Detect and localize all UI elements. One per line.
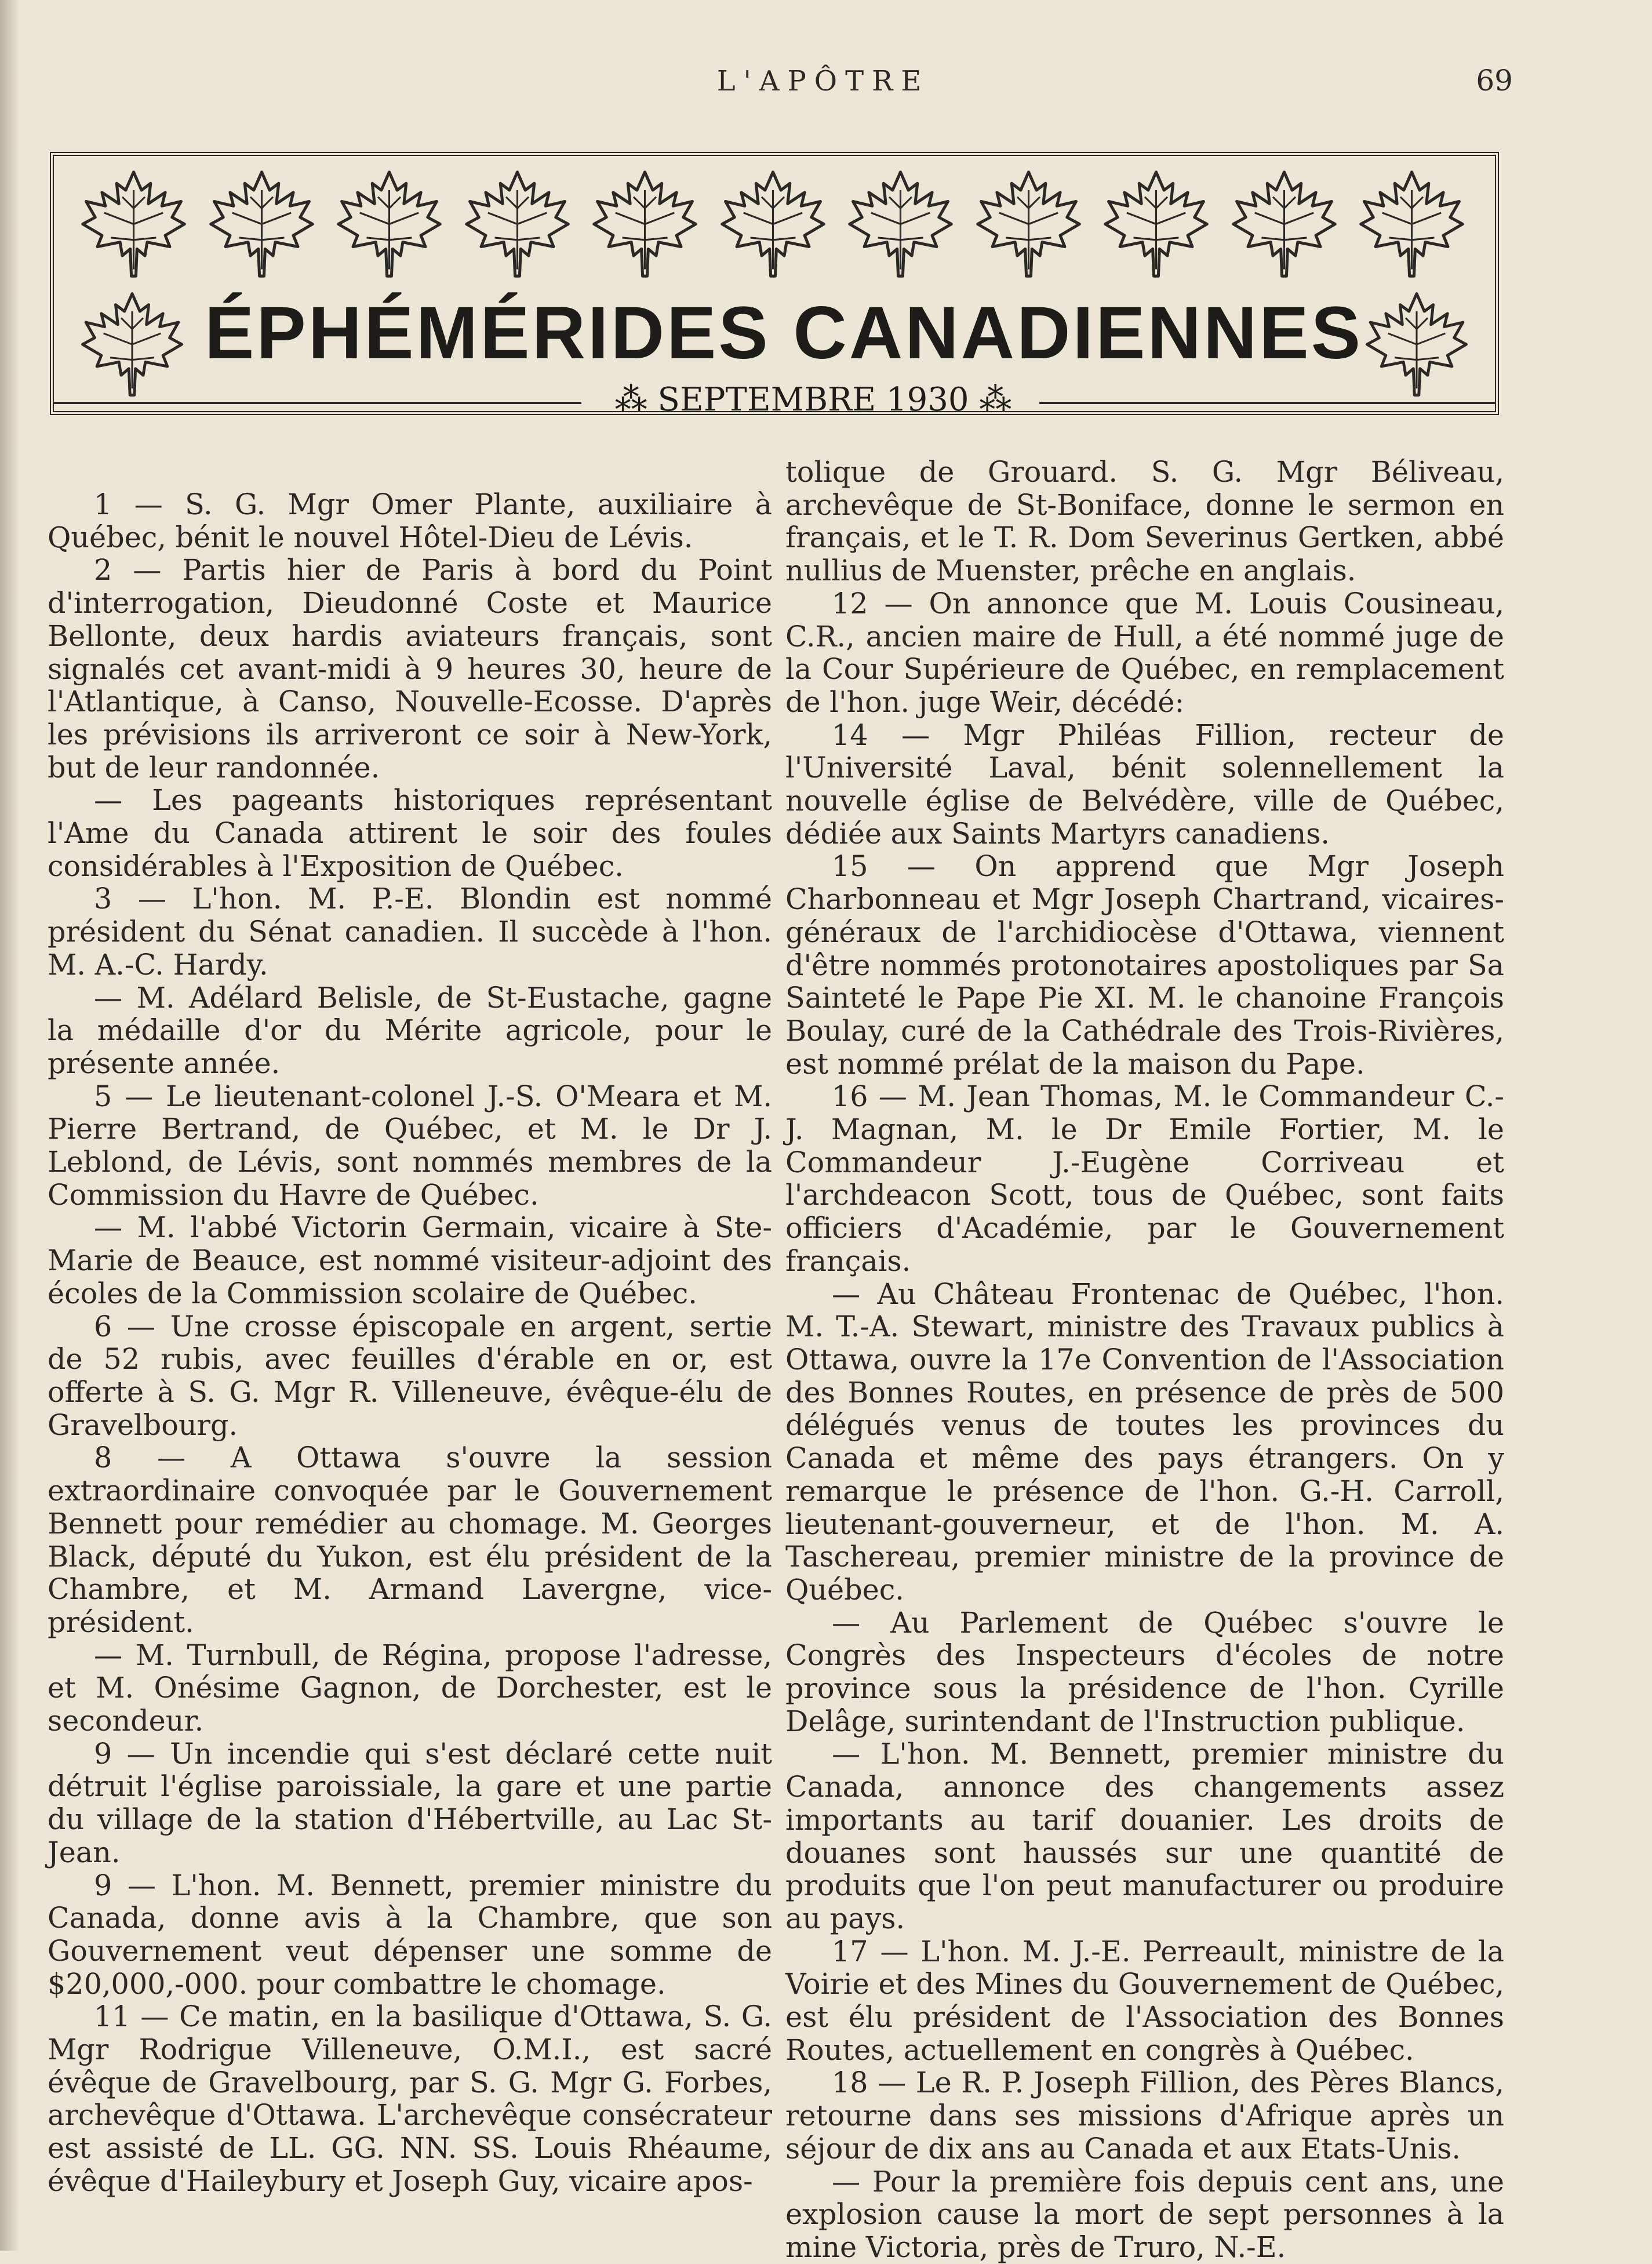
maple-leaf-border bbox=[77, 168, 1468, 284]
entry-paragraph: 12 — On annonce que M. Louis Cousineau, C.R., ancien maire de Hull, a été nommé juge de la Cour Supérieure de Québec, en remplacement de l'hon. juge Weir, décédé: bbox=[785, 586, 1504, 719]
entry-paragraph: — M. Turnbull, de Régina, propose l'adresse, et M. Onésime Gagnon, de Dorchester, est le secondeur. bbox=[48, 1638, 772, 1738]
banner-subtitle-row bbox=[54, 381, 1495, 419]
left-column bbox=[48, 456, 772, 2198]
entry-paragraph: 1 — S. G. Mgr Omer Plante, auxiliaire à Québec, bénit le nouvel Hôtel-Dieu de Lévis. bbox=[48, 488, 772, 554]
ornamental-rule bbox=[1039, 402, 1495, 404]
entry-paragraph: 17 — L'hon. M. J.-E. Perreault, ministre de la Voirie et des Mines du Gouvernement de Québec, est élu président de l'Association des Bonnes Routes, actuellement en congrès à Québec. bbox=[785, 1934, 1504, 2067]
entry-paragraph: tolique de Grouard. S. G. Mgr Béliveau, archevêque de St-Boniface, donne le sermon en français, et le T. R. Dom Severinus Gertken, abbé nullius de Muenster, prêche en anglais. bbox=[785, 455, 1504, 588]
entry-paragraph: 9 — L'hon. M. Bennett, premier ministre du Canada, donne avis à la Chambre, que son Gouvernement veut dépenser une somme de $20,000,-000. pour combattre le chomage. bbox=[48, 1868, 772, 2001]
entry-paragraph: 8 — A Ottawa s'ouvre la session extraordinaire convoquée par le Gouvernement Bennett pour remédier au chomage. M. Georges Black, député du Yukon, est élu président de la Chambre, et M. Armand Lavergne, vice-président. bbox=[48, 1441, 772, 1639]
month-year: SEPTEMBRE 1930 bbox=[657, 381, 969, 419]
maple-leaf-icon bbox=[1100, 168, 1213, 281]
maple-leaf-icon bbox=[844, 168, 957, 281]
entry-paragraph: 9 — Un incendie qui s'est déclaré cette nuit détruit l'église paroissiale, la gare et une partie du village de la station d'Hébertville, au Lac St-Jean. bbox=[48, 1736, 772, 1869]
ornamental-rule bbox=[54, 402, 581, 404]
entry-paragraph: — L'hon. M. Bennett, premier ministre du Canada, annonce des changements assez importants au tarif douanier. Les droits de douanes sont haussés sur une quantité de produits que l'on peut manufacturer ou produire au pays. bbox=[785, 1737, 1504, 1935]
column-spacer bbox=[48, 456, 772, 488]
maple-leaf-icon bbox=[77, 168, 190, 281]
entry-paragraph: — Pour la première fois depuis cent ans, une explosion cause la mort de sept personnes à la mine Victoria, près de Truro, N.-E. bbox=[785, 2164, 1504, 2264]
entry-paragraph: 3 — L'hon. M. P.-E. Blondin est nommé président du Sénat canadien. Il succède à l'hon. M. A.-C. Hardy. bbox=[48, 882, 772, 982]
maple-leaf-icon bbox=[333, 168, 446, 281]
entry-paragraph: 5 — Le lieutenant-colonel J.-S. O'Meara et M. Pierre Bertrand, de Québec, et M. le Dr J. Leblond, de Lévis, sont nommés membres de la Commission du Havre de Québec. bbox=[48, 1079, 772, 1212]
maple-leaf-icon bbox=[588, 168, 701, 281]
entry-paragraph: — Les pageants historiques représentant l'Ame du Canada attirent le soir des foules considérables à l'Exposition de Québec. bbox=[48, 783, 772, 883]
page-number: 69 bbox=[1476, 64, 1513, 97]
entry-paragraph: 2 — Partis hier de Paris à bord du Point d'interrogation, Dieudonné Coste et Maurice Bellonte, deux hardis aviateurs français, sont signalés cet avant-midi à 9 heures 30, heure de l'Atlantique, à Canso, Nouvelle-Ecosse. D'après les prévisions ils arriveront ce soir à New-York, but de leur randonnée. bbox=[48, 553, 772, 784]
entry-paragraph: 6 — Une crosse épiscopale en argent, sertie de 52 rubis, avec feuilles d'érable en or, est offerte à S. G. Mgr R. Villeneuve, évêque-élu de Gravelbourg. bbox=[48, 1309, 772, 1442]
running-title: L'APÔTRE bbox=[716, 65, 930, 97]
maple-leaf-icon bbox=[716, 168, 829, 281]
entry-paragraph: — M. Adélard Belisle, de St-Eustache, gagne la médaille d'or du Mérite agricole, pour le présente année. bbox=[48, 980, 772, 1080]
page-gutter-shadow bbox=[0, 0, 20, 2251]
entry-paragraph: — M. l'abbé Victorin Germain, vicaire à Ste-Marie de Beauce, est nommé visiteur-adjoint des écoles de la Commission scolaire de Québec. bbox=[48, 1211, 772, 1310]
maple-leaf-icon bbox=[1355, 168, 1468, 281]
entry-paragraph: 15 — On apprend que Mgr Joseph Charbonneau et Mgr Joseph Chartrand, vicaires-généraux de l'archidiocèse d'Ottawa, viennent d'être nommés protonotaires apostoliques par Sa Sainteté le Pape Pie XI. M. le chanoine François Boulay, curé de la Cathédrale des Trois-Rivières, est nommé prélat de la maison du Pape. bbox=[785, 849, 1504, 1081]
entry-paragraph: 16 — M. Jean Thomas, M. le Commandeur C.-J. Magnan, M. le Dr Emile Fortier, M. le Commandeur J.-Eugène Corriveau et l'archdeacon Scott, tous de Québec, sont faits officiers d'Académie, par le Gouvernement français. bbox=[785, 1080, 1504, 1278]
entry-paragraph: 14 — Mgr Philéas Fillion, recteur de l'Université Laval, bénit solennellement la nouvelle église de Belvédère, ville de Québec, dédiée aux Saints Martyrs canadiens. bbox=[785, 718, 1504, 851]
section-subtitle: ⁂ SEPTEMBRE 1930 ⁂ bbox=[614, 381, 1012, 419]
entry-paragraph: 18 — Le R. P. Joseph Fillion, des Pères Blancs, retourne dans ses missions d'Afrique après un séjour de dix ans au Canada et aux Etats-Unis. bbox=[785, 2066, 1504, 2165]
entry-paragraph: — Au Château Frontenac de Québec, l'hon. M. T.-A. Stewart, ministre des Travaux publics à Ottawa, ouvre la 17e Convention de l'Association des Bonnes Routes, en présence de près de 500 délégués venus de toutes les provinces du Canada et même des pays étrangers. On y remarque le présence de l'hon. G.-H. Carroll, lieutenant-gouverneur, et de l'hon. M. A. Taschereau, premier ministre de la province de Québec. bbox=[785, 1277, 1504, 1607]
maple-leaf-icon bbox=[1228, 168, 1341, 281]
entry-paragraph: 11 — Ce matin, en la basilique d'Ottawa, S. G. Mgr Rodrigue Villeneuve, O.M.I., est sacré évêque de Gravelbourg, par S. G. Mgr G. Forbes, archevêque d'Ottawa. L'archevêque consécrateur est assisté de LL. GG. NN. SS. Louis Rhéaume, évêque d'Haileybury et Joseph Guy, vicaire apos- bbox=[48, 2000, 772, 2198]
right-column bbox=[785, 456, 1504, 2264]
section-title: ÉPHÉMÉRIDES CANADIENNES bbox=[205, 292, 1363, 375]
maple-leaf-icon bbox=[972, 168, 1085, 281]
entry-paragraph: — Au Parlement de Québec s'ouvre le Congrès des Inspecteurs d'écoles de notre province sous la présidence de l'hon. Cyrille Delâge, surintendant de l'Instruction publique. bbox=[785, 1605, 1504, 1738]
maple-leaf-icon bbox=[461, 168, 574, 281]
section-banner bbox=[50, 152, 1499, 419]
maple-leaf-icon bbox=[205, 168, 318, 281]
